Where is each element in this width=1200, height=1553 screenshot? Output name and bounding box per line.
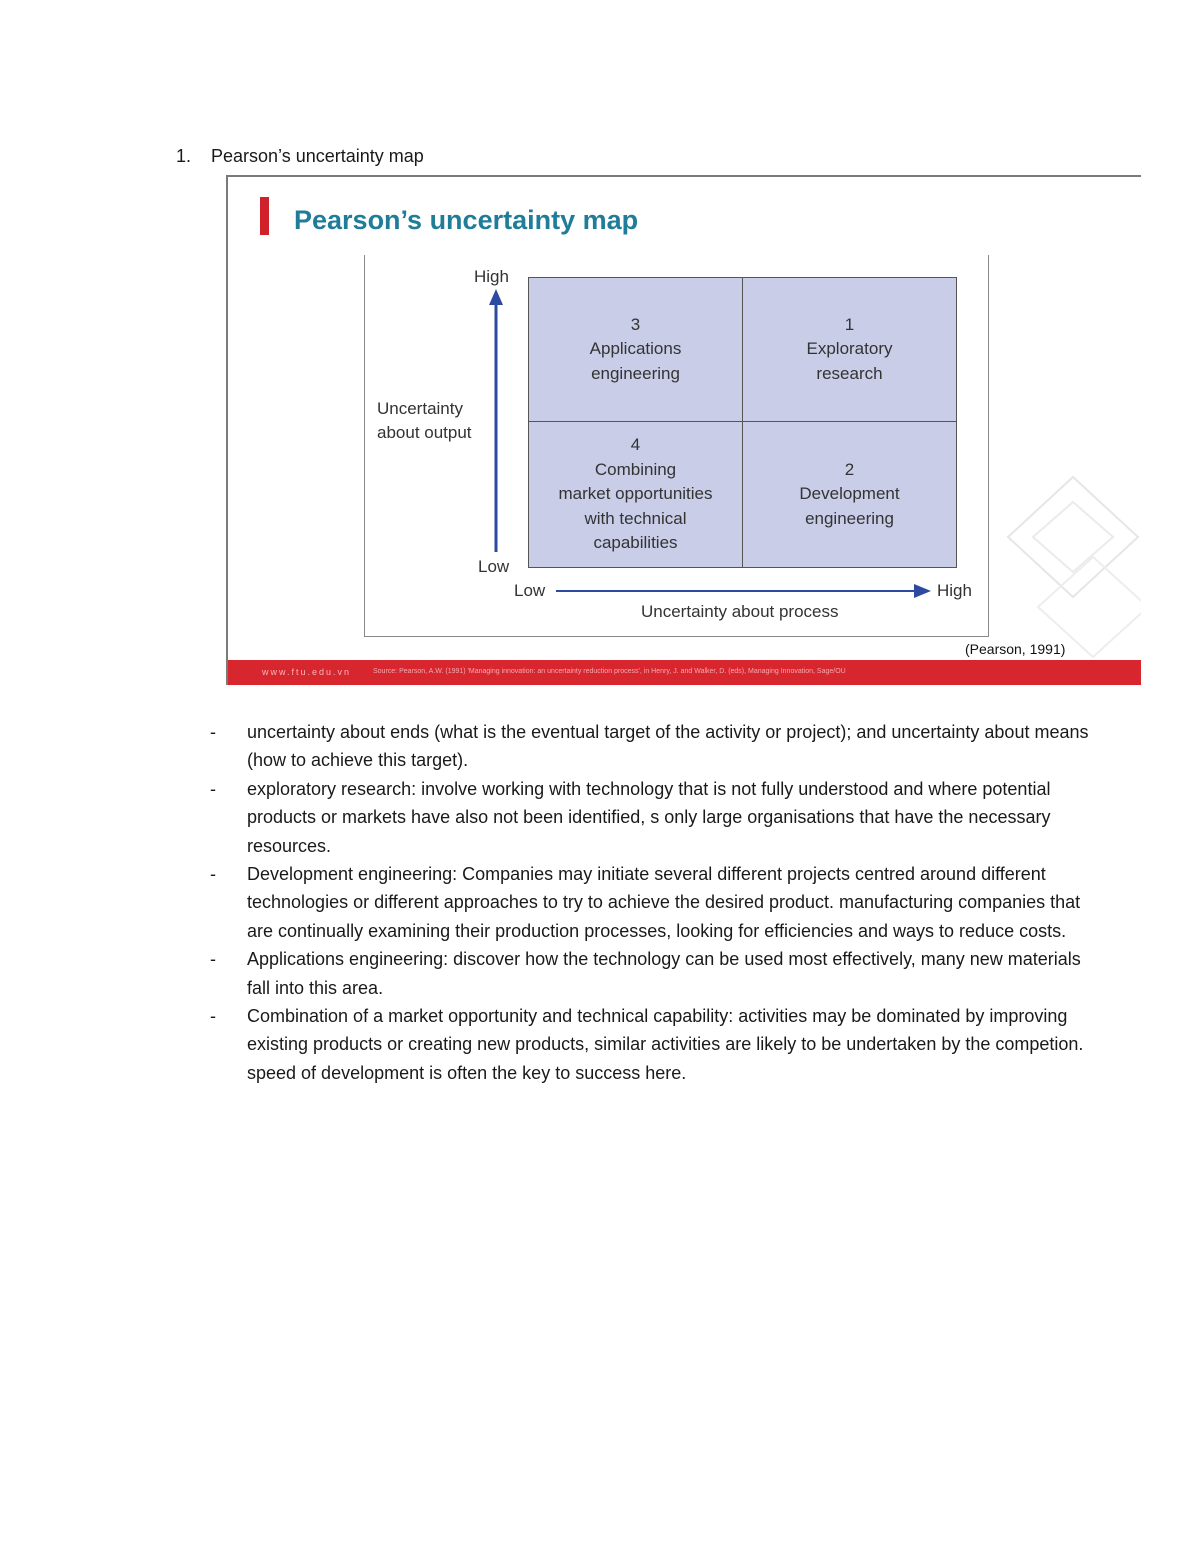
bullet-dash: - xyxy=(210,864,216,885)
footer-reference: Source: Pearson, A.W. (1991) 'Managing innovation: an uncertainty reduction process', in Henry, J. and Walker, D. (eds), Managing Innovation, Sage/OU xyxy=(373,668,846,675)
bullet-text: exploratory research: involve working with technology that is not fully understood and where potential products or markets have also not been identified, s only large organisations that have the necessary resources. xyxy=(247,778,1051,856)
y-axis-arrow-icon xyxy=(486,287,506,555)
heading-text: Pearson’s uncertainty map xyxy=(211,146,424,166)
slide-image xyxy=(226,175,1141,685)
slide-title: Pearson’s uncertainty map xyxy=(294,205,639,235)
y-axis-low-label: Low xyxy=(478,557,510,576)
quadrant-line: Exploratory xyxy=(806,339,893,359)
quadrant-line: capabilities xyxy=(593,533,678,553)
x-axis-arrow-icon xyxy=(554,582,934,600)
x-axis-title: Uncertainty about process xyxy=(641,602,839,621)
quadrant-number: 4 xyxy=(630,435,641,455)
section-heading xyxy=(176,144,424,168)
list-item xyxy=(210,1002,1090,1087)
list-item xyxy=(210,860,1090,945)
heading-number: 1. xyxy=(176,146,192,166)
y-axis-title-line1: Uncertainty xyxy=(377,399,463,418)
footer-site: www.ftu.edu.vn xyxy=(262,667,352,677)
bullet-dash: - xyxy=(210,778,216,799)
quadrant-applications-engineering xyxy=(528,277,743,422)
quadrant-line: Applications xyxy=(589,339,682,359)
y-axis-high-label: High xyxy=(474,267,509,286)
quadrant-line: Development xyxy=(799,484,900,504)
bullet-text: Applications engineering: discover how the technology can be used most effectively, many new materials fall into this area. xyxy=(247,949,1081,998)
bullet-dash: - xyxy=(210,949,216,970)
quadrant-number: 2 xyxy=(844,459,855,479)
title-accent-bar xyxy=(260,197,269,235)
quadrant-line: with technical xyxy=(584,508,687,528)
quadrant-line: Combining xyxy=(594,459,677,479)
quadrant-line: engineering xyxy=(805,508,894,528)
list-item xyxy=(210,718,1090,775)
quadrant-exploratory-research xyxy=(742,277,957,422)
quadrant-line: market opportunities xyxy=(558,484,713,504)
bullet-dash: - xyxy=(210,1006,216,1027)
x-axis-high-label: High xyxy=(937,581,972,600)
quadrant-number: 3 xyxy=(630,314,641,334)
quadrant-line: engineering xyxy=(591,363,680,383)
quadrant-combining-market-opportunities xyxy=(528,421,743,568)
bullet-text: Combination of a market opportunity and technical capability: activities may be dominated by improving existing products or creating new products, similar activities are likely to be undertaken by the competion. speed of development is often the key to success here. xyxy=(247,1006,1084,1083)
bullet-list xyxy=(210,718,1090,1087)
y-axis-title-line2: about output xyxy=(377,423,472,442)
bullet-text: uncertainty about ends (what is the eventual target of the activity or project); and uncertainty about means (how to achieve this target). xyxy=(247,722,1089,771)
quadrant-number: 1 xyxy=(844,314,855,334)
x-axis-low-label: Low xyxy=(514,581,546,600)
bullet-text: Development engineering: Companies may initiate several different projects centred around different technologies or different approaches to try to achieve the desired product. manufacturing companies that are continually examining their production processes, looking for efficiencies and ways to reduce costs. xyxy=(247,864,1081,941)
quadrant-development-engineering xyxy=(742,421,957,568)
list-item xyxy=(210,945,1090,1002)
source-citation: (Pearson, 1991) xyxy=(965,641,1066,657)
slide-footer xyxy=(228,660,1141,685)
list-item xyxy=(210,775,1090,860)
quadrant-line: research xyxy=(816,363,883,383)
bullet-dash: - xyxy=(210,722,216,742)
decorative-diamond-icon xyxy=(998,467,1141,667)
